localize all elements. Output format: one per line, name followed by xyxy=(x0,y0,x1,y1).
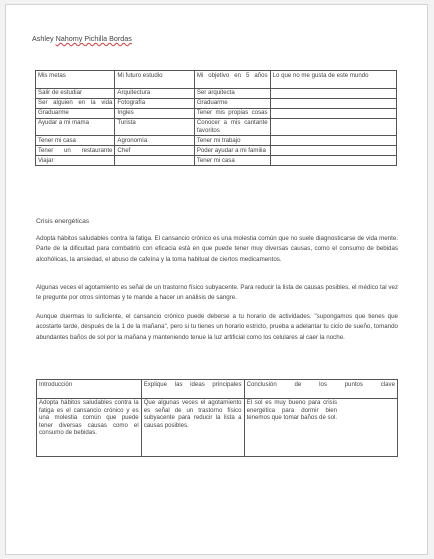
author-name xyxy=(32,34,132,43)
paragraph-physical-disorder: Algunas veces el agotamiento es señal de un trastorno físico subyacente. Para reducir la lista de causas posibles, el médico tal vez te pregunte por otros síntomas y te mande a hacer un análisis de sangre. xyxy=(36,284,398,302)
table-cell xyxy=(270,156,396,166)
document-page xyxy=(5,4,428,555)
section-heading: Crisis energéticas xyxy=(36,218,90,225)
table-cell xyxy=(270,118,396,135)
table-cell: Tener un restaurante xyxy=(36,146,115,156)
header-cell-five-year-goal: Mi objetivo en 5 años xyxy=(194,71,270,89)
paragraph-fatigue-habits: Adopta hábitos saludables contra la fatiga. El cansancio crónico es una molestia común que no suele diagnosticarse de vida mente. Parte de la dificultad para combatirlo con eficacia está en que puede tener muy diversas causas, como el consumo de bebidas alcohólicas, la ansiedad, el abuso de cafeína y la toma habitual de ciertos medicamentos. xyxy=(36,235,398,263)
author-surnames-spellcheck-marked: Nahomy Pichilla Bordas xyxy=(55,34,132,43)
table-cell: Viajar xyxy=(36,156,115,166)
table-cell xyxy=(270,98,396,108)
table-cell: Graduarme xyxy=(36,108,115,118)
table-cell xyxy=(270,108,396,118)
table-cell: Turista xyxy=(115,118,194,135)
table-cell xyxy=(270,136,396,146)
table-cell: Tener mi trabajo xyxy=(194,136,270,146)
table-cell: Tener mi casa xyxy=(36,136,115,146)
table-cell: Arquitectura xyxy=(115,88,194,98)
header-cell-conclusion: Conclusión de los puntos clave xyxy=(244,380,397,399)
table-cell: Tener mis propias cosas xyxy=(194,108,270,118)
table-row xyxy=(36,88,397,98)
header-cell-main-ideas: Explique las ideas principales xyxy=(141,380,244,399)
summary-cell-introduction: Adopta hábitos saludables contra la fatiga es el cansancio crónico y es una molestia común que puede tener diversas causas como el consumo de bebidas. xyxy=(37,398,142,457)
table-cell: Agronomía xyxy=(115,136,194,146)
author-first-name: Ashley xyxy=(32,34,56,43)
summary-cell-main-ideas: Que algunas veces el agotamiento es señal de un trastorno físico subyacente para reducir la lista a causas posibles. xyxy=(141,398,244,457)
table-cell: Salir de estudiar xyxy=(36,88,115,98)
summary-table-header-row xyxy=(37,380,398,399)
table-cell: Chef xyxy=(115,146,194,156)
table-row xyxy=(36,136,397,146)
header-cell-future-study: Mi futuro estudio xyxy=(115,71,194,89)
table-cell: Fotografía xyxy=(115,98,194,108)
summary-cell-conclusion: El sol es muy bueno para crisis energética para dormir bien tenemos que tomar baños de sol. xyxy=(244,398,397,457)
goals-table-header-row xyxy=(36,71,397,89)
goals-table xyxy=(35,70,397,166)
table-row xyxy=(37,398,398,457)
table-cell: Graduarme xyxy=(194,98,270,108)
table-row xyxy=(36,98,397,108)
summary-table xyxy=(36,379,398,457)
header-cell-goals: Mis metas xyxy=(36,71,115,89)
header-cell-introduction: Introducción xyxy=(37,380,142,399)
table-cell: Ser arquitecta xyxy=(194,88,270,98)
table-cell xyxy=(115,156,194,166)
table-row xyxy=(36,108,397,118)
table-row xyxy=(36,156,397,166)
table-cell: Conocer a mis cantante favoritos xyxy=(194,118,270,135)
table-cell xyxy=(270,88,396,98)
table-cell: Ingles xyxy=(115,108,194,118)
table-cell: Ser alguien en la vida xyxy=(36,98,115,108)
paragraph-sleep-schedule: Aunque duermas lo suficiente, el cansancio crónico puede deberse a tu horario de actividades. "supongamos que tienes que acostarte tarde, después de la 1 de la mañana", pero si tu tienes un horario estricto, prueba a adelantar tu ciclo de sueño, tomando abundantes baños de sol por la mañana y manteniendo tenue la luz artificial como los celulares al caer la noche. xyxy=(36,313,398,341)
table-cell: Tener mi casa xyxy=(194,156,270,166)
table-row xyxy=(36,118,397,135)
table-row xyxy=(36,146,397,156)
table-cell xyxy=(270,146,396,156)
table-cell: Poder ayudar a mi familia xyxy=(194,146,270,156)
header-cell-dislikes: Lo que no me gusta de este mundo xyxy=(270,71,396,89)
table-cell: Ayudar a mi mama xyxy=(36,118,115,135)
